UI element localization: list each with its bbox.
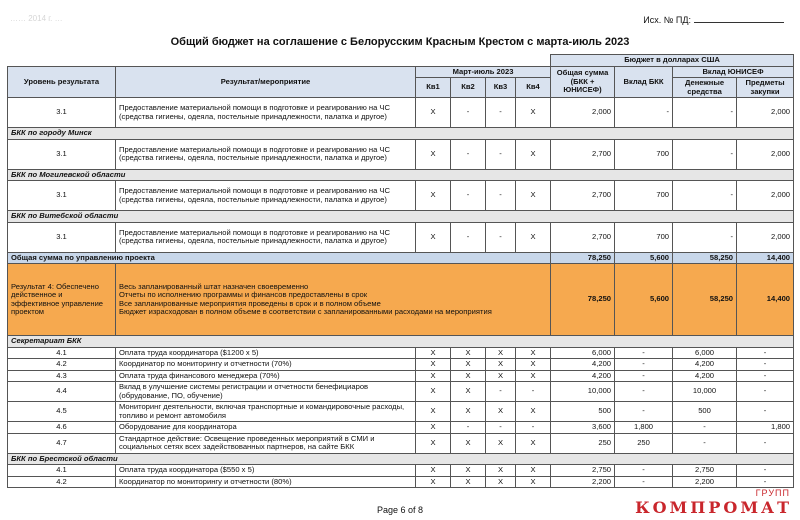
q1-cell: X [416, 98, 451, 128]
total-cell: 6,000 [551, 347, 615, 359]
period-header: Март-июль 2023 [416, 66, 551, 78]
total-cell: 4,200 [551, 359, 615, 371]
q4-cell: X [516, 433, 551, 453]
cash-cell: - [673, 433, 737, 453]
activity-cell: Вклад в улучшение системы регистрации и отчетности бенефициаров (обрудование, ПО, обучение) [116, 382, 416, 402]
result-4-total: 78,250 [551, 264, 615, 336]
q3-cell: - [486, 181, 516, 211]
q2-cell: - [451, 181, 486, 211]
q3-cell: - [486, 422, 516, 434]
level-cell: 4.3 [8, 370, 116, 382]
procurement-cell: - [737, 402, 794, 422]
cash-cell: - [673, 139, 737, 169]
activity-cell: Оборудование для координатора [116, 422, 416, 434]
procurement-cell: 2,000 [737, 181, 794, 211]
total-cell: 3,600 [551, 422, 615, 434]
activity-cell: Мониторинг деятельности, включая транспортные и командировочные расходы, топливо и ремонт автомобиля [116, 402, 416, 422]
cash-cell: 2,200 [673, 476, 737, 488]
bkk-cell: - [615, 359, 673, 371]
procurement-cell: 2,000 [737, 222, 794, 252]
level-cell: 4.6 [8, 422, 116, 434]
table-row [8, 465, 794, 477]
result-4-cash: 58,250 [673, 264, 737, 336]
cash-cell: 10,000 [673, 382, 737, 402]
bkk-cell: 1,800 [615, 422, 673, 434]
q1-cell: X [416, 476, 451, 488]
activity-cell: Предоставление материальной помощи в подготовке и реагированию на ЧС (средства гигиены, одеяла, постельные принадлежности, палатка и другое) [116, 139, 416, 169]
budget-table [7, 54, 794, 488]
summary-total: 78,250 [551, 252, 615, 264]
level-cell: 4.1 [8, 347, 116, 359]
section-row [8, 169, 794, 181]
total-cell: 2,700 [551, 222, 615, 252]
total-cell: 2,700 [551, 181, 615, 211]
q3-cell: X [486, 347, 516, 359]
summary-procurement: 14,400 [737, 252, 794, 264]
procurement-header: Предметы закупки [737, 78, 794, 98]
result-4-level: Результат 4: Обеспечено действенное и эффективное управление проектом [8, 264, 116, 336]
q2-cell: X [451, 433, 486, 453]
unicef-header: Вклад ЮНИСЕФ [673, 66, 794, 78]
activity-cell: Координатор по мониторингу и отчетности (80%) [116, 476, 416, 488]
activity-cell: Предоставление материальной помощи в подготовке и реагированию на ЧС (средства гигиены, одеяла, постельные принадлежности, палатка и другое) [116, 222, 416, 252]
q1-cell: X [416, 433, 451, 453]
bkk-cell: 700 [615, 222, 673, 252]
q2-cell: - [451, 139, 486, 169]
level-cell: 3.1 [8, 222, 116, 252]
page-number: Page 6 of 8 [376, 505, 424, 515]
cash-cell: 2,750 [673, 465, 737, 477]
level-cell: 4.5 [8, 402, 116, 422]
table-row [8, 433, 794, 453]
activity-cell: Предоставление материальной помощи в подготовке и реагированию на ЧС (средства гигиены, одеяла, постельные принадлежности, палатка и другое) [116, 181, 416, 211]
document-title: Общий бюджет на соглашение с Белорусским Красным Крестом с марта-июль 2023 [170, 36, 630, 48]
level-cell: 4.4 [8, 382, 116, 402]
bkk-cell: 700 [615, 181, 673, 211]
level-cell: 3.1 [8, 181, 116, 211]
q4-cell: X [516, 402, 551, 422]
activity-cell: Оплата труда финансового менеджера (70%) [116, 370, 416, 382]
total-cell: 10,000 [551, 382, 615, 402]
level-header: Уровень результата [8, 66, 116, 98]
total-cell: 4,200 [551, 370, 615, 382]
top-line [0, 6, 800, 25]
section-row [8, 211, 794, 223]
section-title-vitebsk: БКК по Витебской области [8, 211, 794, 223]
level-cell: 4.2 [8, 359, 116, 371]
procurement-cell: - [737, 347, 794, 359]
total-header: Общая сумма (БКК + ЮНИСЕФ) [551, 66, 615, 98]
result-4-indicators [116, 264, 551, 336]
q3-cell: X [486, 370, 516, 382]
q4-cell: X [516, 181, 551, 211]
result-4-row [8, 264, 794, 336]
summary-bkk: 5,600 [615, 252, 673, 264]
table-row [8, 359, 794, 371]
total-cell: 2,750 [551, 465, 615, 477]
q4-cell: X [516, 476, 551, 488]
q2-cell: - [451, 98, 486, 128]
q3-cell: X [486, 402, 516, 422]
q3-cell: - [486, 98, 516, 128]
q3-cell: X [486, 359, 516, 371]
total-cell: 2,000 [551, 98, 615, 128]
header-row-middle [8, 66, 794, 78]
procurement-cell: 1,800 [737, 422, 794, 434]
activity-cell: Стандартное действие: Освещение проведенных мероприятий в СМИ и социальных сетях всех задействованных партнеров, на сайте БКК [116, 433, 416, 453]
cash-cell: 4,200 [673, 359, 737, 371]
result-header: Результат/мероприятие [116, 66, 416, 98]
q2-cell: X [451, 370, 486, 382]
procurement-cell: 2,000 [737, 139, 794, 169]
level-cell: 3.1 [8, 139, 116, 169]
q4-cell: X [516, 347, 551, 359]
q2-header: Кв2 [451, 78, 486, 98]
table-row [8, 476, 794, 488]
q1-cell: X [416, 465, 451, 477]
table-row [8, 422, 794, 434]
total-cell: 250 [551, 433, 615, 453]
table-row [8, 402, 794, 422]
q2-cell: X [451, 476, 486, 488]
watermark-main-text: КОМПРОМАТ [635, 498, 792, 517]
result-4-bkk: 5,600 [615, 264, 673, 336]
reference-number [643, 14, 784, 25]
level-cell: 4.2 [8, 476, 116, 488]
indicator-line: Бюджет израсходован в полном объеме в соответствии с запланированными расходами на мероприятия [119, 307, 492, 316]
table-row [8, 382, 794, 402]
cash-cell: 6,000 [673, 347, 737, 359]
indicator-line: Весь запланированный штат назначен своевременно [119, 281, 309, 291]
q2-cell: X [451, 402, 486, 422]
q1-header: Кв1 [416, 78, 451, 98]
level-cell: 4.1 [8, 465, 116, 477]
procurement-cell: - [737, 476, 794, 488]
header-spacer [8, 55, 551, 67]
bkk-cell: - [615, 402, 673, 422]
section-title-mogilev: БКК по Могилевской области [8, 169, 794, 181]
total-cell: 500 [551, 402, 615, 422]
summary-label: Общая сумма по управлению проекта [8, 252, 551, 264]
q1-cell: X [416, 222, 451, 252]
total-cell: 2,200 [551, 476, 615, 488]
q3-cell: X [486, 465, 516, 477]
procurement-cell: - [737, 359, 794, 371]
cash-cell: 4,200 [673, 370, 737, 382]
q2-cell: - [451, 422, 486, 434]
level-cell: 4.7 [8, 433, 116, 453]
q1-cell: X [416, 139, 451, 169]
activity-cell: Координатор по мониторингу и отчетности (70%) [116, 359, 416, 371]
q1-cell: X [416, 370, 451, 382]
q3-cell: X [486, 476, 516, 488]
q4-cell: X [516, 222, 551, 252]
q3-cell: - [486, 382, 516, 402]
summary-row [8, 252, 794, 264]
reference-blank-line [694, 14, 784, 23]
procurement-cell: 2,000 [737, 98, 794, 128]
q3-cell: - [486, 222, 516, 252]
faint-header-text: …… 2014 г. … [10, 14, 63, 23]
bkk-header: Вклад БКК [615, 66, 673, 98]
table-row [8, 98, 794, 128]
cash-cell: - [673, 98, 737, 128]
table-row [8, 139, 794, 169]
activity-cell: Оплата труда координатора ($1200 x 5) [116, 347, 416, 359]
table-row [8, 181, 794, 211]
cash-cell: 500 [673, 402, 737, 422]
q2-cell: X [451, 382, 486, 402]
procurement-cell: - [737, 465, 794, 477]
q1-cell: X [416, 422, 451, 434]
cash-cell: - [673, 181, 737, 211]
bkk-cell: - [615, 476, 673, 488]
q1-cell: X [416, 382, 451, 402]
bkk-cell: - [615, 347, 673, 359]
q4-cell: X [516, 359, 551, 371]
indicator-line: Все запланированные мероприятия проведены в срок и в полном объеме [119, 298, 381, 308]
q2-cell: - [451, 222, 486, 252]
section-row [8, 453, 794, 465]
indicator-line: Отчеты по исполнению программы и финансов предоставлены в срок [119, 290, 368, 299]
q4-cell: - [516, 422, 551, 434]
reference-label: Исх. № ПД: [643, 15, 691, 25]
level-cell: 3.1 [8, 98, 116, 128]
bkk-cell: - [615, 98, 673, 128]
summary-cash: 58,250 [673, 252, 737, 264]
q4-cell: X [516, 465, 551, 477]
bkk-cell: - [615, 382, 673, 402]
cash-cell: - [673, 422, 737, 434]
section-row [8, 128, 794, 140]
table-row [8, 370, 794, 382]
cash-cell: - [673, 222, 737, 252]
q2-cell: X [451, 347, 486, 359]
q4-cell: - [516, 382, 551, 402]
q4-cell: X [516, 370, 551, 382]
q1-cell: X [416, 347, 451, 359]
cash-header: Денежные средства [673, 78, 737, 98]
section-title-minsk: БКК по городу Минск [8, 128, 794, 140]
procurement-cell: - [737, 370, 794, 382]
q3-cell: - [486, 139, 516, 169]
q2-cell: X [451, 359, 486, 371]
header-row-top [8, 55, 794, 67]
result-4-procurement: 14,400 [737, 264, 794, 336]
budget-usd-header: Бюджет в долларах США [551, 55, 794, 67]
section-title-secretariat: Секретариат БКК [8, 336, 794, 348]
total-cell: 2,700 [551, 139, 615, 169]
procurement-cell: - [737, 433, 794, 453]
q2-cell: X [451, 465, 486, 477]
bkk-cell: - [615, 465, 673, 477]
q1-cell: X [416, 181, 451, 211]
q3-header: Кв3 [486, 78, 516, 98]
q1-cell: X [416, 359, 451, 371]
watermark-small-text: ГРУПП [755, 488, 790, 498]
table-row [8, 347, 794, 359]
activity-cell: Предоставление материальной помощи в подготовке и реагированию на ЧС (средства гигиены, одеяла, постельные принадлежности, палатка и другое) [116, 98, 416, 128]
q1-cell: X [416, 402, 451, 422]
q4-cell: X [516, 139, 551, 169]
bkk-cell: 250 [615, 433, 673, 453]
q4-header: Кв4 [516, 78, 551, 98]
q3-cell: X [486, 433, 516, 453]
activity-cell: Оплата труда координатора ($550 x 5) [116, 465, 416, 477]
procurement-cell: - [737, 382, 794, 402]
table-row [8, 222, 794, 252]
section-title-brest: БКК по Брестской области [8, 453, 794, 465]
bkk-cell: - [615, 370, 673, 382]
bkk-cell: 700 [615, 139, 673, 169]
section-row [8, 336, 794, 348]
q4-cell: X [516, 98, 551, 128]
